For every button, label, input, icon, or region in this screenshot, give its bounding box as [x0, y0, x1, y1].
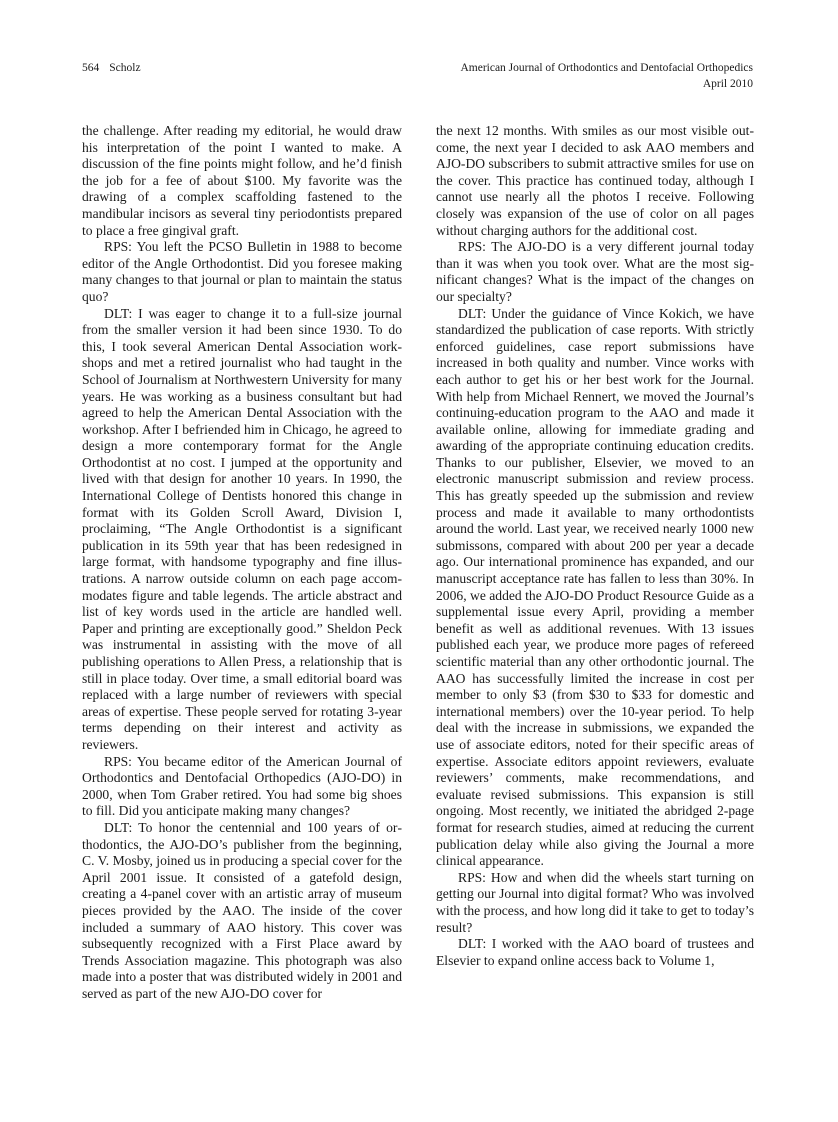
journal-title: American Journal of Orthodontics and Dentofacial Orthopedics — [460, 62, 753, 74]
paragraph-answer: DLT: Under the guidance of Vince Kokich, we have standardized the publication of case reports. With strictly enforced guidelines, case report submissions have increased in both quality and number. Vince works with each author to get his or her best work for the Journal. With help from Michael Rennert, we moved the Journal’s continuing-education program to the AAO and made it available online, allowing for immediate grading and awarding of the appropriate continuing education credits. Thanks to our publisher, Elsevier, we moved to an electronic manuscript submission and review process. This has greatly speeded up the submission and review process and made it available to many orthodontists around the world. Last year, we received nearly 1000 new submissons, compared with about 200 per year a decade ago. Our international prominence has expanded, and our manuscript acceptance rate has fallen to less than 30%. In 2006, we added the AJO-DO Product Resource Guide as a supplemental issue every April, providing a member benefit as well as additional revenues. With 13 issues published each year, we produce more pages of refereed scientific material than any other orthodontic journal. The AAO has successfully limited the increase in cost per member to only $3 (from $30 to $33 for domestic and international members) over the 10-year period. To help deal with the increase in submissions, we expanded the use of associate editors, noted for their specific areas of expertise. Associate editors appoint reviewers, evaluate reviewers’ comments, make recommendations, and evaluate revised submissions. This expansion is still ongoing. Most recently, we initiated the abridged 2-page format for research studies, aimed at reducing the current publication delay while also giving the Journal a more clinical appearance. — [436, 305, 754, 869]
text-column-right — [436, 123, 754, 969]
paragraph-question: RPS: The AJO-DO is a very different journal today than it was when you took over. What are the most significant changes? What is the impact of the changes on our specialty? — [436, 239, 754, 304]
page-number: 564 — [82, 62, 100, 74]
paragraph: the next 12 months. With smiles as our most visible outcome, the next year I decided to ask AAO members and AJO-DO subscribers to submit attractive smiles for use on the cover. This practice has continued today, although I cannot use nearly all the photos I receive. Following closely was expansion of the use of color on all pages without charging authors for the additional cost. — [436, 123, 754, 238]
paragraph-question: RPS: You became editor of the American Journal of Orthodontics and Dentofacial Orthopedics (AJO-DO) in 2000, when Tom Graber retired. You had some big shoes to fill. Did you anticipate making many changes? — [82, 753, 402, 819]
paragraph-answer: DLT: I worked with the AAO board of trustees and Elsevier to expand online access back to Volume 1, — [436, 936, 754, 968]
running-head-left — [82, 60, 141, 76]
author-name: Scholz — [109, 62, 141, 74]
paragraph-question: RPS: How and when did the wheels start turning on getting our Journal into digital format? Who was involved with the process, and how long did it take to get to today’s result? — [436, 869, 754, 935]
paragraph-answer: DLT: To honor the centennial and 100 years of orthodontics, the AJO-DO’s publisher from the beginning, C. V. Mosby, joined us in producing a special cover for the April 2001 issue. It consisted of a gatefold design, creating a 4-panel cover with an artistic array of museum pieces provided by the AAO. The inside of the cover included a summary of AAO history. This cover was subsequently recognized with a First Place award by Trends Association magazine. This photograph was also made into a poster that was distributed widely in 2001 and served as part of the new AJO-DO cover for — [82, 819, 402, 1001]
text-column-left — [82, 123, 402, 1002]
paragraph: the challenge. After reading my editorial, he would draw his interpretation of the point I wanted to make. A discussion of the fine points might follow, and he’d finish the job for a fee of about $100. My favorite was the drawing of a complex scaffolding fastened to the mandibular incisors as several tiny periodontists prepared to place a free gingival graft. — [82, 123, 402, 238]
paragraph-answer: DLT: I was eager to change it to a full-size journal from the smaller version it had been since 1930. To do this, I took several American Dental Association workshops and met a retired journalist who had taught in the School of Journalism at Northwestern University for many years. He was working as a business consultant but had agreed to help the American Dental Association with the workshop. After I befriended him in Chicago, he agreed to design a more contemporary format for the Angle Orthodontist at no cost. I jumped at the opportunity and lived with that design for another 10 years. In 1990, the International College of Dentists honored this change in format with its Golden Scroll Award, Division I, proclaiming, “The Angle Orthodontist is a significant publication in its 59th year that has been redesigned in large format, with handsome typography and fine illustrations. A narrow outside column on each page accommodates figure and table legends. The article abstract and list of key words used in the article are handled well. Paper and printing are exceptionally good.” Sheldon Peck was instrumental in assisting with the move of all publishing operations to Allen Press, a relationship that is still in place today. Over time, a small editorial board was replaced with a large number of reviewers with special areas of expertise. These people served for rotating 3-year terms depending on their interest and activity as reviewers. — [82, 305, 402, 752]
issue-date: April 2010 — [702, 78, 753, 90]
running-head-right — [460, 60, 753, 92]
paragraph-question: RPS: You left the PCSO Bulletin in 1988 to become editor of the Angle Orthodontist. Did you foresee making many changes to that journal or plan to maintain the status quo? — [82, 239, 402, 304]
